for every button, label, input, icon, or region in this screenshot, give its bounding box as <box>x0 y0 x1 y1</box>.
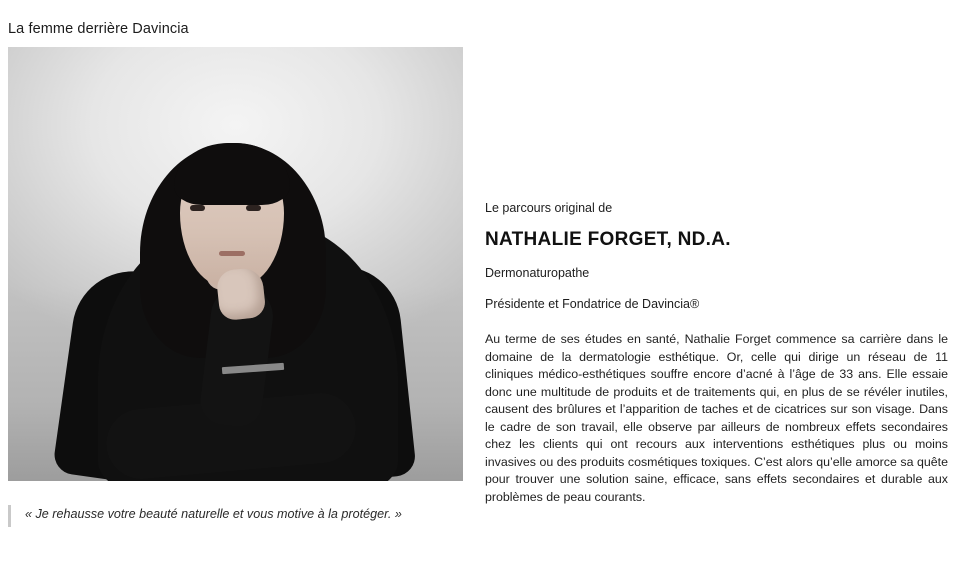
figure-hand <box>215 267 266 322</box>
bio-block <box>485 200 948 506</box>
figure-mouth <box>219 251 245 256</box>
bio-role-secondary: Présidente et Fondatrice de Davincia® <box>485 297 700 311</box>
bio-name: NATHALIE FORGET, ND.A. <box>485 229 731 250</box>
figure-eye-right <box>246 205 261 211</box>
bio-kicker: Le parcours original de <box>485 201 613 215</box>
figure-eye-left <box>190 205 205 211</box>
portrait-canvas <box>8 47 463 481</box>
pull-quote <box>8 505 463 527</box>
bio-paragraph: Au terme de ses études en santé, Nathalie Forget commence sa carrière dans le domaine de la dermatologie esthétique. Or, celle qui dirige un réseau de 11 cliniques médico-esthétiques souffre encore d’acné à l’âge de 33 ans. Elle essaie donc une multitude de produits et de traitements qui, en plus de se révéler inutiles, causent des brûlures et l’apparition de taches et de cicatrices sur son visage. Dans le cadre de son travail, elle observe par ailleurs de nombreux effets secondaires chez les clients qui ont recours aux interventions esthétiques plus ou moins invasives ou des produits cosmétiques toxiques. C’est alors qu’elle amorce sa quête pour trouver une solution saine, efficace, sans effets secondaires et durable aux problèmes de peau courants. <box>485 332 948 504</box>
bio-role: Dermonaturopathe <box>485 266 590 280</box>
quote-text: « Je rehausse votre beauté naturelle et vous motive à la protéger. » <box>25 507 402 521</box>
quote-accent-bar <box>8 505 11 527</box>
page-title: La femme derrière Davincia <box>8 21 189 37</box>
portrait-image <box>8 47 463 481</box>
